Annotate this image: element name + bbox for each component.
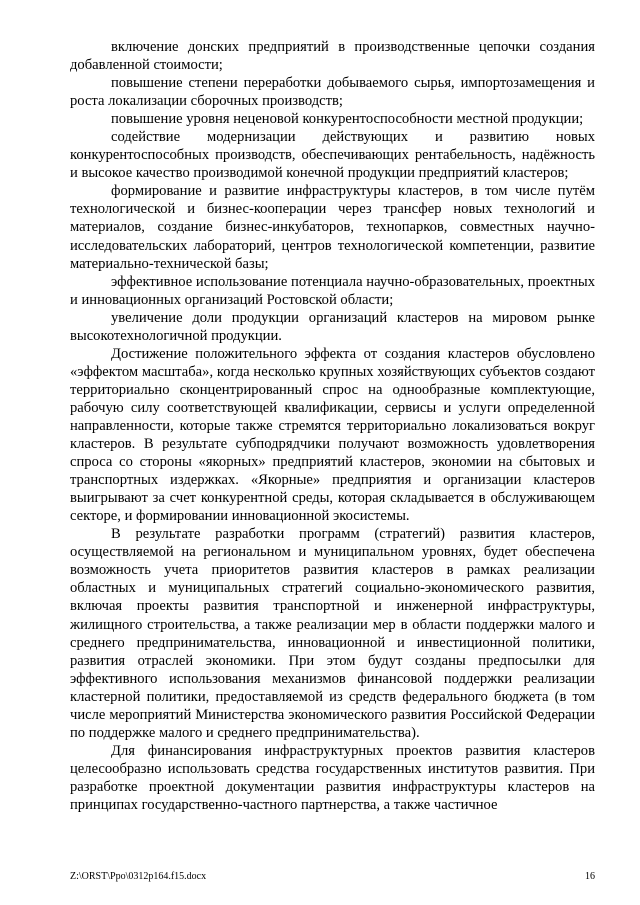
paragraph: Для финансирования инфраструктурных проектов развития кластеров целесообразно использовать средства государственных институтов развития. При разработке проектной документации развития инфраструктуры кластеров на принципах государственно-частного партнерства, а также частичное — [70, 742, 595, 813]
document-body — [70, 38, 595, 814]
page-footer — [70, 871, 595, 883]
paragraph: эффективное использование потенциала научно-образовательных, проектных и инновационных организаций Ростовской области; — [70, 273, 595, 308]
paragraph: формирование и развитие инфраструктуры кластеров, в том числе путём технологической и бизнес-кооперации через трансфер новых технологий и материалов, создание бизнес-инкубаторов, технопарков, совместных научно-исследовательских лабораторий, центров технологической компетенции, развитие материально-технической базы; — [70, 183, 595, 272]
paragraph: содействие модернизации действующих и развитию новых конкурентоспособных производств, обеспечивающих рентабельность, надёжность и высокое качество производимой конечной продукции предприятий кластеров; — [70, 129, 595, 182]
paragraph: Достижение положительного эффекта от создания кластеров обусловлено «эффектом масштаба», когда несколько крупных хозяйствующих субъектов создают территориально сконцентрированный спрос на однообразные комплектующие, рабочую силу соответствующей квалификации, сервисы и услуги определенной направленности, которые также стремятся территориально локализоваться вокруг кластеров. В результате субподрядчики получают возможность удовлетворения спроса со стороны «якорных» предприятий кластеров, экономии на сбытовых и транспортных издержках. «Якорные» предприятия и организации кластеров выигрывают за счет конкурентной среды, которая складывается в обслуживающем секторе, и формировании инновационной экосистемы. — [70, 345, 595, 525]
page-number: 16 — [585, 871, 595, 882]
paragraph: увеличение доли продукции организаций кластеров на мировом рынке высокотехнологичной продукции. — [70, 309, 595, 344]
paragraph: В результате разработки программ (стратегий) развития кластеров, осуществляемой на региональном и муниципальном уровнях, будет обеспечена возможность учета приоритетов развития кластеров в рамках реализации областных и муниципальных стратегий социально-экономического развития, включая проекты развития транспортной и инженерной инфраструктуры, жилищного строительства, а также реализации мер в области поддержки малого и среднего предпринимательства, инновационной и инвестиционной политики, развития отраслей экономики. При этом будут созданы предпосылки для эффективного использования механизмов финансовой поддержки реализации кластерной политики, предоставляемой из средств федерального бюджета (в том числе мероприятий Министерства экономического развития Российской Федерации по поддержке малого и среднего предпринимательства). — [70, 526, 595, 741]
paragraph: повышение степени переработки добываемого сырья, импортозамещения и роста локализации сборочных производств; — [70, 75, 595, 110]
paragraph: повышение уровня неценовой конкурентоспособности местной продукции; — [111, 111, 584, 128]
footer-file-path: Z:\ORST\Ppo\0312p164.f15.docx — [70, 871, 207, 882]
paragraph: включение донских предприятий в производственные цепочки создания добавленной стоимости; — [70, 39, 595, 74]
